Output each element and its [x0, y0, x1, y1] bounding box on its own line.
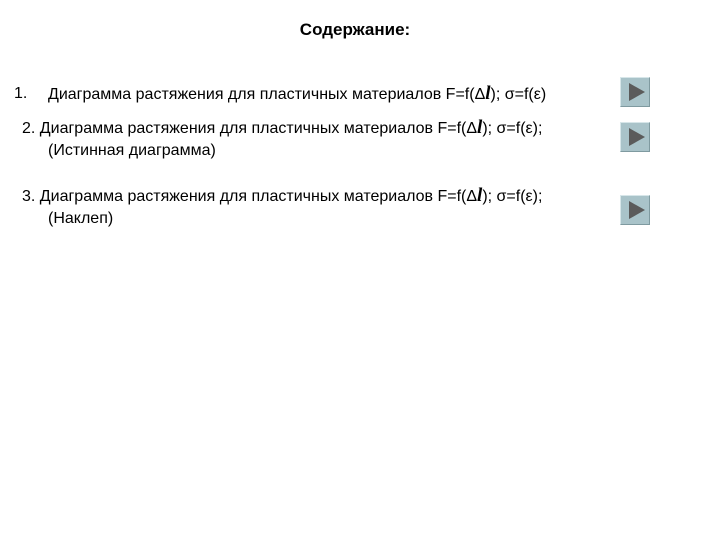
play-arrow-icon	[629, 201, 645, 219]
item-2-line-2: (Истинная диаграмма)	[48, 142, 216, 159]
contents-item-2[interactable]	[22, 117, 542, 162]
item-1-line-1: Диаграмма растяжения для пластичных материалов F=f(Δl); σ=f(ε)	[48, 83, 547, 104]
item-1-number: 1.	[14, 85, 28, 102]
play-arrow-icon	[629, 83, 645, 101]
page-title: Содержание:	[299, 20, 411, 39]
item-1-go-button[interactable]	[620, 77, 650, 107]
contents-item-3[interactable]	[22, 185, 542, 230]
item-2-line-1: 2. Диаграмма растяжения для пластичных материалов F=f(Δl); σ=f(ε);	[22, 117, 543, 138]
item-3-line-1: 3. Диаграмма растяжения для пластичных материалов F=f(Δl); σ=f(ε);	[22, 185, 543, 206]
item-3-line-2: (Наклеп)	[48, 210, 114, 227]
item-3-go-button[interactable]	[620, 195, 650, 225]
item-2-go-button[interactable]	[620, 122, 650, 152]
play-arrow-icon	[629, 128, 645, 146]
contents-item-1[interactable]	[48, 83, 546, 106]
